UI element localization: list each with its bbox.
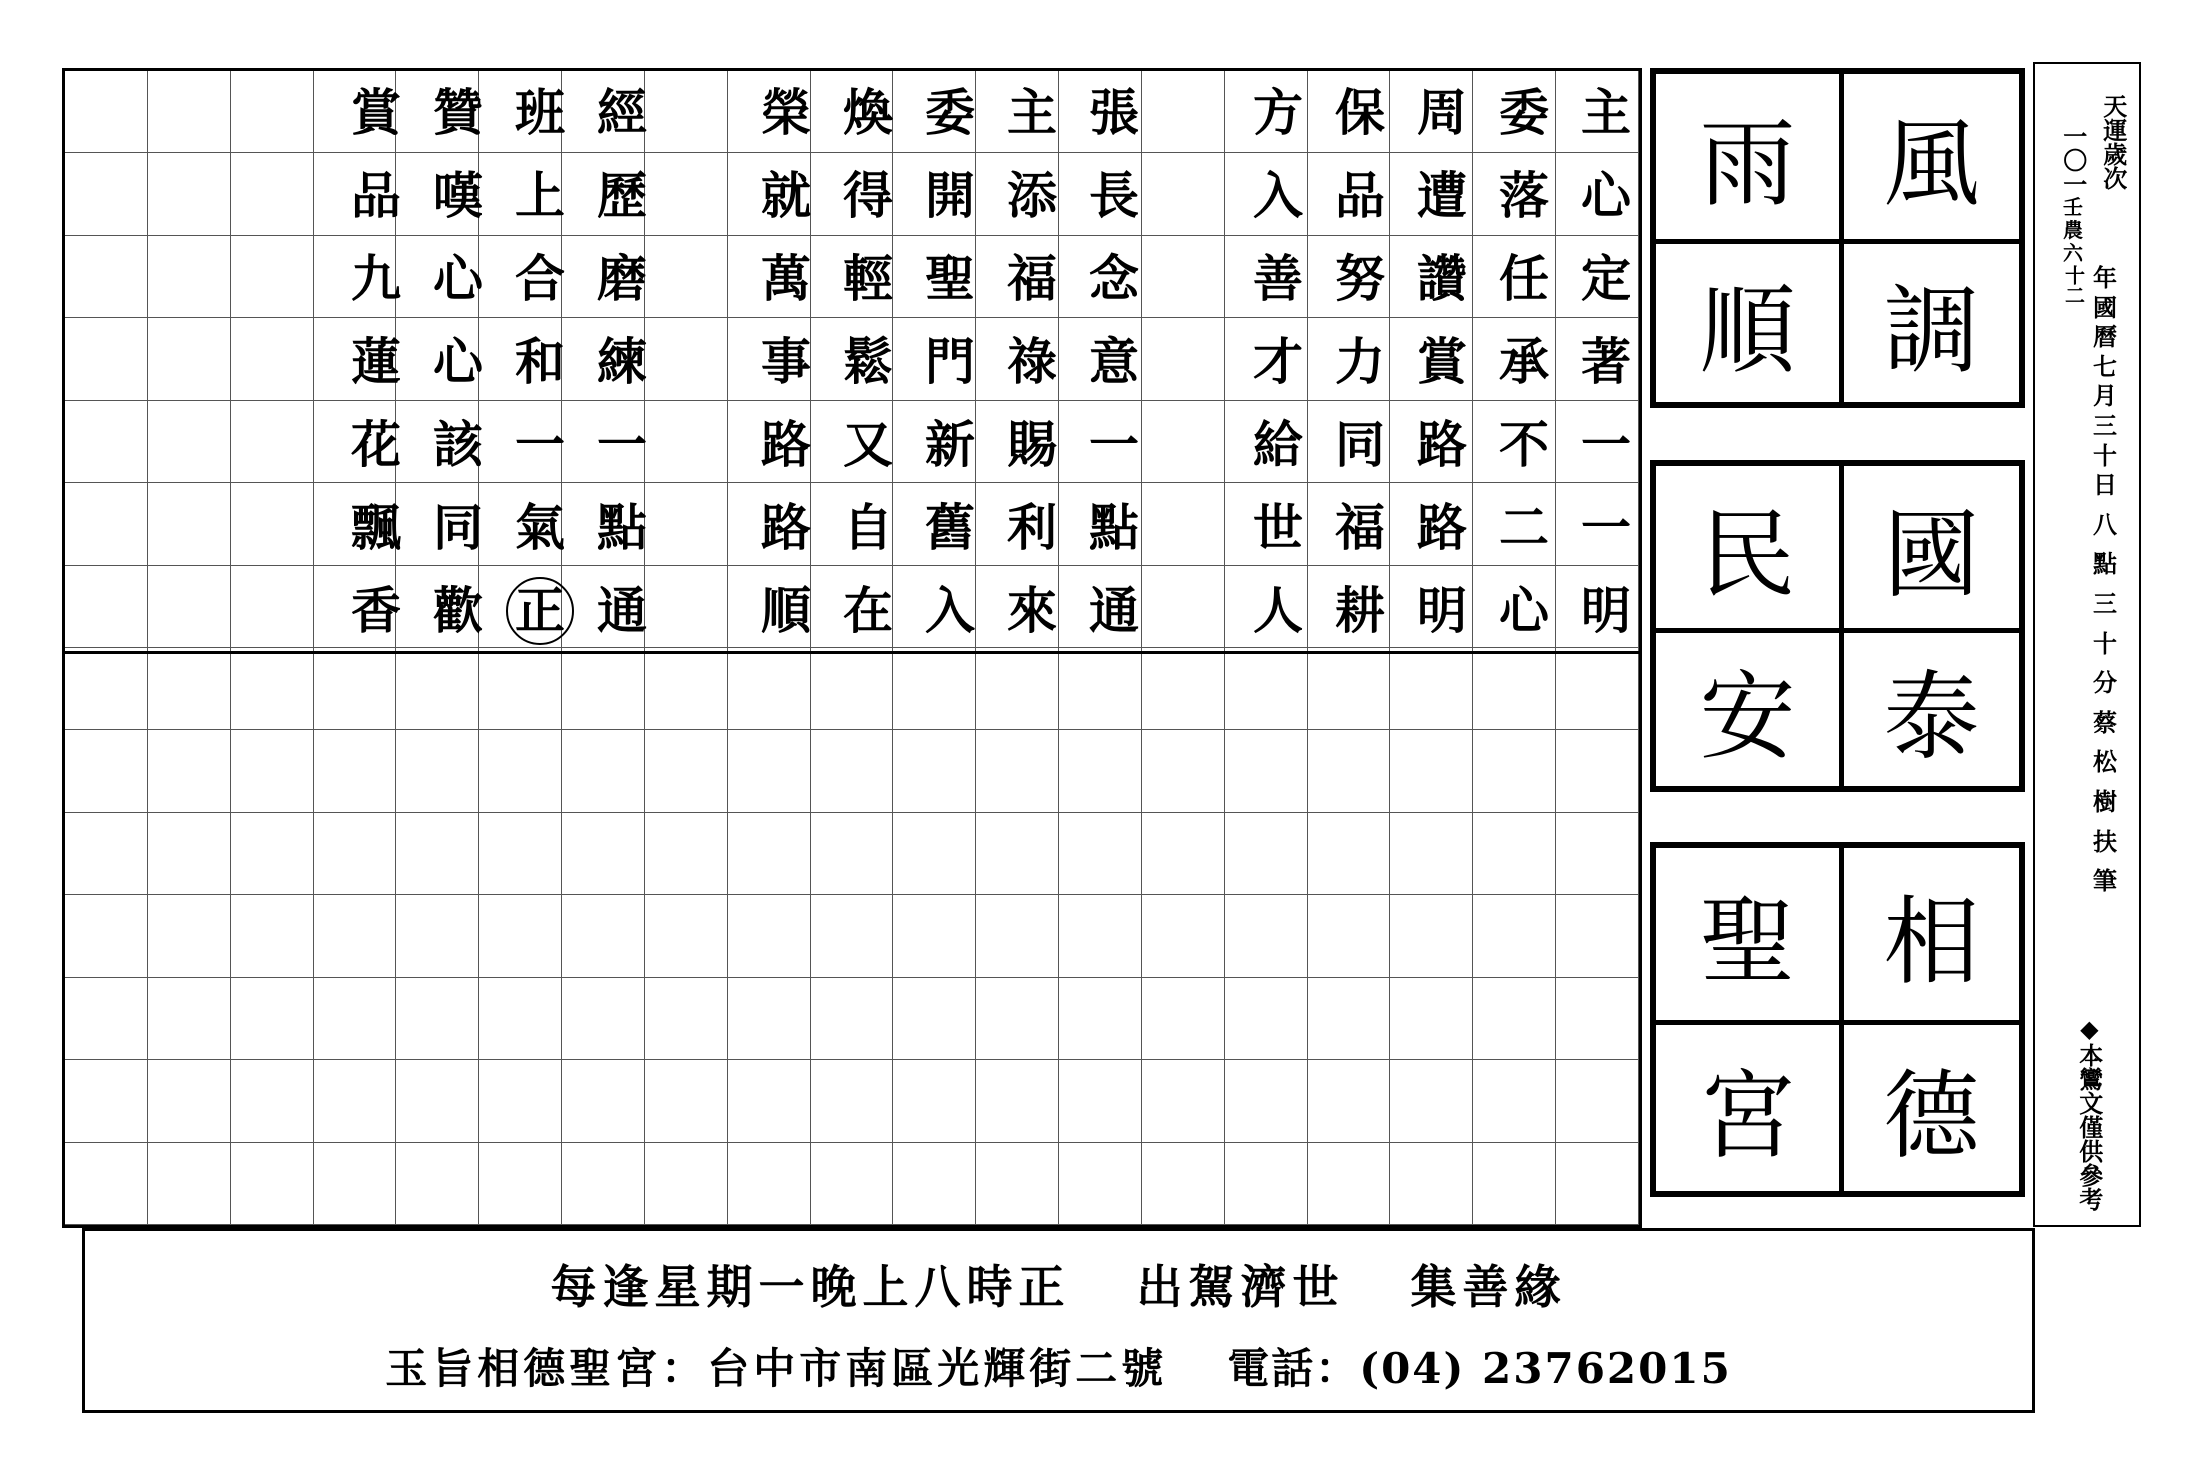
grid-cell — [1225, 895, 1308, 977]
poem-char: 心 — [433, 248, 483, 308]
poem-char: 福 — [1335, 497, 1385, 557]
poem-char: 練 — [597, 331, 647, 391]
grid-cell — [1308, 1060, 1391, 1142]
grid-cell — [562, 1060, 645, 1142]
grid-cell — [148, 978, 231, 1060]
disclaimer-note — [2065, 1014, 2113, 1211]
box-char: 雨 — [1699, 108, 1796, 220]
grid-cell — [1059, 648, 1142, 730]
temple-address: 玉旨相德聖宮：台中市南區光輝街二號 — [385, 1344, 1168, 1393]
grid-cell — [1142, 1143, 1225, 1225]
grid-cell — [314, 730, 397, 812]
poem-char: 鬆 — [843, 331, 893, 391]
box-char: 國 — [1883, 498, 1980, 611]
poem-char: 方 — [1253, 82, 1303, 142]
poem-column-4 — [1319, 71, 1401, 652]
grid-cell — [65, 978, 148, 1060]
grid-cell — [1390, 648, 1473, 730]
grid-cell — [1390, 1143, 1473, 1225]
blessing-box-3 — [1650, 842, 2025, 1197]
grid-cell — [65, 813, 148, 895]
poem-char: 委 — [1499, 82, 1549, 142]
grid-cell — [396, 1143, 479, 1225]
poem-char: 遭 — [1417, 165, 1467, 225]
date-char: 松 — [2093, 747, 2117, 777]
grid-cell — [231, 978, 314, 1060]
date-char: 扶 — [2093, 826, 2117, 856]
grid-cell — [562, 1143, 645, 1225]
poem-char: 不 — [1499, 414, 1549, 474]
poem-char: 合 — [515, 248, 565, 308]
grid-cell — [893, 813, 976, 895]
poem-char: 點 — [1089, 497, 1139, 557]
poem-char: 經 — [597, 82, 647, 142]
date-char: 八 — [2093, 509, 2117, 539]
poem-char: 嘆 — [433, 165, 483, 225]
grid-cell — [396, 813, 479, 895]
grid-cell — [1390, 813, 1473, 895]
poem-column-5 — [1237, 71, 1319, 652]
grid-cell — [1225, 1143, 1308, 1225]
grid-cell — [1473, 978, 1556, 1060]
poem-char: 萬 — [761, 248, 811, 308]
date-char: 七 — [2093, 351, 2117, 381]
grid-cell — [1142, 978, 1225, 1060]
poem-char: 煥 — [843, 82, 893, 142]
grid-cell — [1390, 1060, 1473, 1142]
grid-cell — [645, 813, 728, 895]
poem-char: 入 — [1253, 165, 1303, 225]
grid-cell — [231, 813, 314, 895]
date-char: 筆 — [2093, 866, 2117, 896]
poem-char: 事 — [761, 331, 811, 391]
grid-cell — [562, 730, 645, 812]
grid-cell — [1225, 813, 1308, 895]
poem-char: 聖 — [925, 248, 975, 308]
poem-char: 通 — [597, 580, 647, 640]
poem-char: 班 — [515, 82, 565, 142]
poem-char: 又 — [843, 414, 893, 474]
poem-char: 善 — [1253, 248, 1303, 308]
grid-cell — [893, 1143, 976, 1225]
grid-cell — [562, 895, 645, 977]
grid-cell — [1556, 648, 1639, 730]
date-nongli: 農 — [2063, 218, 2083, 242]
poem-char: 落 — [1499, 165, 1549, 225]
box-char: 順 — [1699, 274, 1796, 387]
poem-char: 歷 — [597, 165, 647, 225]
grid-cell — [976, 978, 1059, 1060]
date-era — [2093, 94, 2133, 190]
grid-cell — [148, 813, 231, 895]
date-char: 點 — [2093, 549, 2117, 579]
grid-cell — [148, 730, 231, 812]
poem-column-7 — [991, 71, 1073, 652]
poem-char: 歡 — [433, 580, 483, 640]
date-char: 日 — [2093, 470, 2117, 500]
grid-cell — [1473, 895, 1556, 977]
grid-cell — [396, 895, 479, 977]
temple-phone: 電話：(04) 23762015 — [1227, 1344, 1732, 1393]
poem-char: 通 — [1089, 580, 1139, 640]
poem-char: 榮 — [761, 82, 811, 142]
box-char: 風 — [1883, 108, 1980, 220]
grid-cell — [728, 1060, 811, 1142]
poem-char: 九 — [351, 248, 401, 308]
blessing-box-1 — [1650, 68, 2025, 408]
poem-char: 著 — [1581, 331, 1631, 391]
poem-column-1 — [1565, 71, 1647, 652]
grid-cell — [728, 978, 811, 1060]
poem-char: 添 — [1007, 165, 1057, 225]
grid-cell — [811, 730, 894, 812]
poem-char: 利 — [1007, 497, 1057, 557]
service-schedule: 每逢星期一晚上八時正 出駕濟世 集善緣 — [550, 1260, 1567, 1314]
poem-char: 給 — [1253, 414, 1303, 474]
poem-char: 路 — [1417, 414, 1467, 474]
poem-char: 同 — [1335, 414, 1385, 474]
poem-column-8 — [909, 71, 991, 652]
grid-cell — [976, 1143, 1059, 1225]
grid-cell — [1473, 1143, 1556, 1225]
grid-cell — [728, 813, 811, 895]
grid-cell — [1556, 895, 1639, 977]
poem-column-11 — [581, 71, 663, 652]
grid-cell — [976, 730, 1059, 812]
poem-char: 心 — [1581, 165, 1631, 225]
grid-cell — [148, 1060, 231, 1142]
grid-cell — [728, 1143, 811, 1225]
poem-char: 才 — [1253, 331, 1303, 391]
poem-char: 品 — [1335, 165, 1385, 225]
grid-cell — [396, 978, 479, 1060]
poem-char: 祿 — [1007, 331, 1057, 391]
poem-char: 耕 — [1335, 580, 1385, 640]
date-year-num: 一〇一 — [2058, 124, 2088, 196]
grid-cell — [1142, 1060, 1225, 1142]
date-char: 三 — [2093, 588, 2117, 618]
poem-char: 舊 — [925, 497, 975, 557]
grid-cell — [231, 895, 314, 977]
grid-cell — [728, 648, 811, 730]
grid-cell — [314, 978, 397, 1060]
grid-cell — [1308, 813, 1391, 895]
poem-char: 花 — [351, 414, 401, 474]
grid-cell — [479, 1143, 562, 1225]
poem-char: 點 — [597, 497, 647, 557]
grid-cell — [811, 1060, 894, 1142]
poem-char: 明 — [1417, 580, 1467, 640]
poem-char: 人 — [1253, 580, 1303, 640]
grid-cell — [65, 1060, 148, 1142]
grid-cell — [811, 895, 894, 977]
poem-char: 二 — [1499, 497, 1549, 557]
poem-char: 來 — [1007, 580, 1057, 640]
poem-char: 品 — [351, 165, 401, 225]
grid-cell — [1390, 895, 1473, 977]
date-year-gan: 壬 — [2063, 195, 2083, 219]
grid-cell — [1059, 895, 1142, 977]
poem-char: 開 — [925, 165, 975, 225]
grid-cell — [314, 813, 397, 895]
date-era-text: 天運歲次 — [2098, 94, 2128, 190]
grid-cell — [479, 730, 562, 812]
grid-cell — [1142, 813, 1225, 895]
poem-char: 贊 — [433, 82, 483, 142]
poem-char: 氣 — [515, 497, 565, 557]
date-shier: 十二 — [2061, 265, 2086, 305]
grid-cell — [65, 895, 148, 977]
date-char: 樹 — [2093, 786, 2117, 816]
grid-cell — [976, 895, 1059, 977]
grid-cell — [1059, 1060, 1142, 1142]
poem-char: 明 — [1581, 580, 1631, 640]
grid-cell — [231, 648, 314, 730]
grid-cell — [1556, 730, 1639, 812]
poem-char: 一 — [1581, 497, 1631, 557]
disclaimer-text: ◆本鸞文僅供參考 — [2074, 1014, 2104, 1211]
poem-column-12 — [499, 71, 581, 652]
poem-column-14 — [335, 71, 417, 652]
poem-char: 自 — [843, 497, 893, 557]
date-main-column — [2085, 264, 2125, 907]
grid-cell — [811, 813, 894, 895]
grid-cell — [1059, 730, 1142, 812]
grid-cell — [1142, 895, 1225, 977]
grid-cell — [893, 648, 976, 730]
date-char: 蔡 — [2093, 707, 2117, 737]
poem-char: 保 — [1335, 82, 1385, 142]
poem-char: 努 — [1335, 248, 1385, 308]
box-char: 安 — [1699, 661, 1796, 773]
grid-cell — [65, 648, 148, 730]
poem-char: 磨 — [597, 248, 647, 308]
poem-char: 香 — [351, 580, 401, 640]
poem-char: 賞 — [1417, 331, 1467, 391]
grid-cell — [479, 1060, 562, 1142]
poem-char: 飄 — [351, 497, 401, 557]
box-char: 宮 — [1699, 1059, 1796, 1172]
grid-cell — [1556, 1060, 1639, 1142]
grid-cell — [976, 1060, 1059, 1142]
poem-column-3 — [1401, 71, 1483, 652]
grid-cell — [231, 1060, 314, 1142]
date-char: 月 — [2093, 381, 2117, 411]
poem-column-10 — [745, 71, 827, 652]
grid-cell — [65, 730, 148, 812]
poem-char: 福 — [1007, 248, 1057, 308]
poem-char: 張 — [1089, 82, 1139, 142]
box-char: 聖 — [1699, 885, 1796, 998]
footer — [82, 1228, 2035, 1413]
grid-cell — [148, 1143, 231, 1225]
poem-char: 主 — [1581, 82, 1631, 142]
poem-char: 在 — [843, 580, 893, 640]
poem-char: 正 — [499, 569, 581, 652]
poem-char: 蓮 — [351, 331, 401, 391]
grid-cell — [479, 895, 562, 977]
grid-cell — [1390, 730, 1473, 812]
grid-cell — [893, 730, 976, 812]
poem-column-9 — [827, 71, 909, 652]
grid-cell — [1473, 730, 1556, 812]
poem-char: 任 — [1499, 248, 1549, 308]
grid-cell — [479, 978, 562, 1060]
date-char: 三 — [2093, 410, 2117, 440]
poem-char: 心 — [433, 331, 483, 391]
grid-cell — [479, 813, 562, 895]
poem-char: 輕 — [843, 248, 893, 308]
poem-char: 一 — [597, 414, 647, 474]
poem-char: 得 — [843, 165, 893, 225]
poem-char: 門 — [925, 331, 975, 391]
blessing-box-2 — [1650, 460, 2025, 792]
grid-cell — [645, 895, 728, 977]
grid-cell — [1059, 978, 1142, 1060]
poem-char: 世 — [1253, 497, 1303, 557]
grid-cell — [65, 1143, 148, 1225]
grid-cell — [1556, 978, 1639, 1060]
grid-cell — [231, 730, 314, 812]
grid-cell — [314, 648, 397, 730]
poem-char: 路 — [1417, 497, 1467, 557]
date-char: 分 — [2093, 668, 2117, 698]
grid-cell — [1059, 813, 1142, 895]
grid-cell — [645, 1143, 728, 1225]
grid-cell — [645, 730, 728, 812]
poem-column-2 — [1483, 71, 1565, 652]
date-char: 十 — [2093, 440, 2117, 470]
poem-char: 心 — [1499, 580, 1549, 640]
poem-char: 賞 — [351, 82, 401, 142]
grid-cell — [893, 978, 976, 1060]
poem-char: 和 — [515, 331, 565, 391]
grid-cell — [1225, 978, 1308, 1060]
grid-cell — [645, 648, 728, 730]
grid-cell — [1225, 648, 1308, 730]
grid-cell — [811, 1143, 894, 1225]
grid-cell — [396, 730, 479, 812]
grid-cell — [1308, 648, 1391, 730]
poem-char: 入 — [925, 580, 975, 640]
grid-cell — [314, 1060, 397, 1142]
poem-char: 長 — [1089, 165, 1139, 225]
grid-cell — [893, 895, 976, 977]
grid-cell — [562, 648, 645, 730]
poem-char: 該 — [433, 414, 483, 474]
poem-char: 上 — [515, 165, 565, 225]
grid-cell — [1556, 813, 1639, 895]
poem-char: 意 — [1089, 331, 1139, 391]
date-char: 十 — [2093, 628, 2117, 658]
grid-cell — [645, 978, 728, 1060]
poem-char: 定 — [1581, 248, 1631, 308]
grid-cell — [811, 648, 894, 730]
poem-char: 承 — [1499, 331, 1549, 391]
grid-cell — [479, 648, 562, 730]
grid-cell — [728, 895, 811, 977]
grid-cell — [1473, 1060, 1556, 1142]
poem-area — [65, 71, 1639, 651]
grid-cell — [1308, 730, 1391, 812]
grid-cell — [1142, 648, 1225, 730]
poem-char: 委 — [925, 82, 975, 142]
grid-cell — [893, 1060, 976, 1142]
date-liu: 六 — [2063, 241, 2083, 265]
date-char: 年 — [2093, 263, 2117, 292]
poem-char: 一 — [515, 414, 565, 474]
writing-grid — [62, 68, 1642, 1228]
grid-cell — [396, 1060, 479, 1142]
poem-char: 路 — [761, 414, 811, 474]
poem-char: 力 — [1335, 331, 1385, 391]
poem-char: 一 — [1089, 414, 1139, 474]
poem-char: 讚 — [1417, 248, 1467, 308]
grid-cell — [976, 813, 1059, 895]
grid-cell — [148, 648, 231, 730]
poem-char: 順 — [761, 580, 811, 640]
grid-cell — [148, 895, 231, 977]
grid-cell — [1308, 978, 1391, 1060]
grid-cell — [314, 1143, 397, 1225]
grid-cell — [1308, 1143, 1391, 1225]
box-char: 泰 — [1883, 661, 1980, 773]
box-char: 民 — [1699, 498, 1796, 611]
poem-column-13 — [417, 71, 499, 652]
grid-cell — [562, 978, 645, 1060]
poem-char: 新 — [925, 414, 975, 474]
grid-cell — [976, 648, 1059, 730]
grid-cell — [1142, 730, 1225, 812]
grid-cell — [811, 978, 894, 1060]
date-strip — [2033, 62, 2141, 1227]
grid-cell — [314, 895, 397, 977]
grid-cell — [562, 813, 645, 895]
grid-cell — [1059, 1143, 1142, 1225]
date-char: 國 — [2093, 292, 2117, 322]
box-char: 德 — [1883, 1059, 1980, 1172]
box-char: 調 — [1883, 274, 1980, 387]
poem-char: 同 — [433, 497, 483, 557]
poem-char: 路 — [761, 497, 811, 557]
poem-char: 主 — [1007, 82, 1057, 142]
grid-cell — [1473, 648, 1556, 730]
poem-column-6 — [1073, 71, 1155, 652]
grid-cell — [728, 730, 811, 812]
grid-cell — [1225, 730, 1308, 812]
grid-cell — [1473, 813, 1556, 895]
grid-cell — [1308, 895, 1391, 977]
poem-char: 賜 — [1007, 414, 1057, 474]
grid-cell — [645, 1060, 728, 1142]
grid-cell — [1225, 1060, 1308, 1142]
poem-char: 一 — [1581, 414, 1631, 474]
poem-char: 周 — [1417, 82, 1467, 142]
poem-char: 就 — [761, 165, 811, 225]
grid-cell — [1390, 978, 1473, 1060]
grid-cell — [231, 1143, 314, 1225]
poem-char: 念 — [1089, 248, 1139, 308]
box-char: 相 — [1883, 885, 1980, 998]
grid-cell — [1556, 1143, 1639, 1225]
grid-cell — [396, 648, 479, 730]
date-char: 曆 — [2093, 322, 2117, 352]
